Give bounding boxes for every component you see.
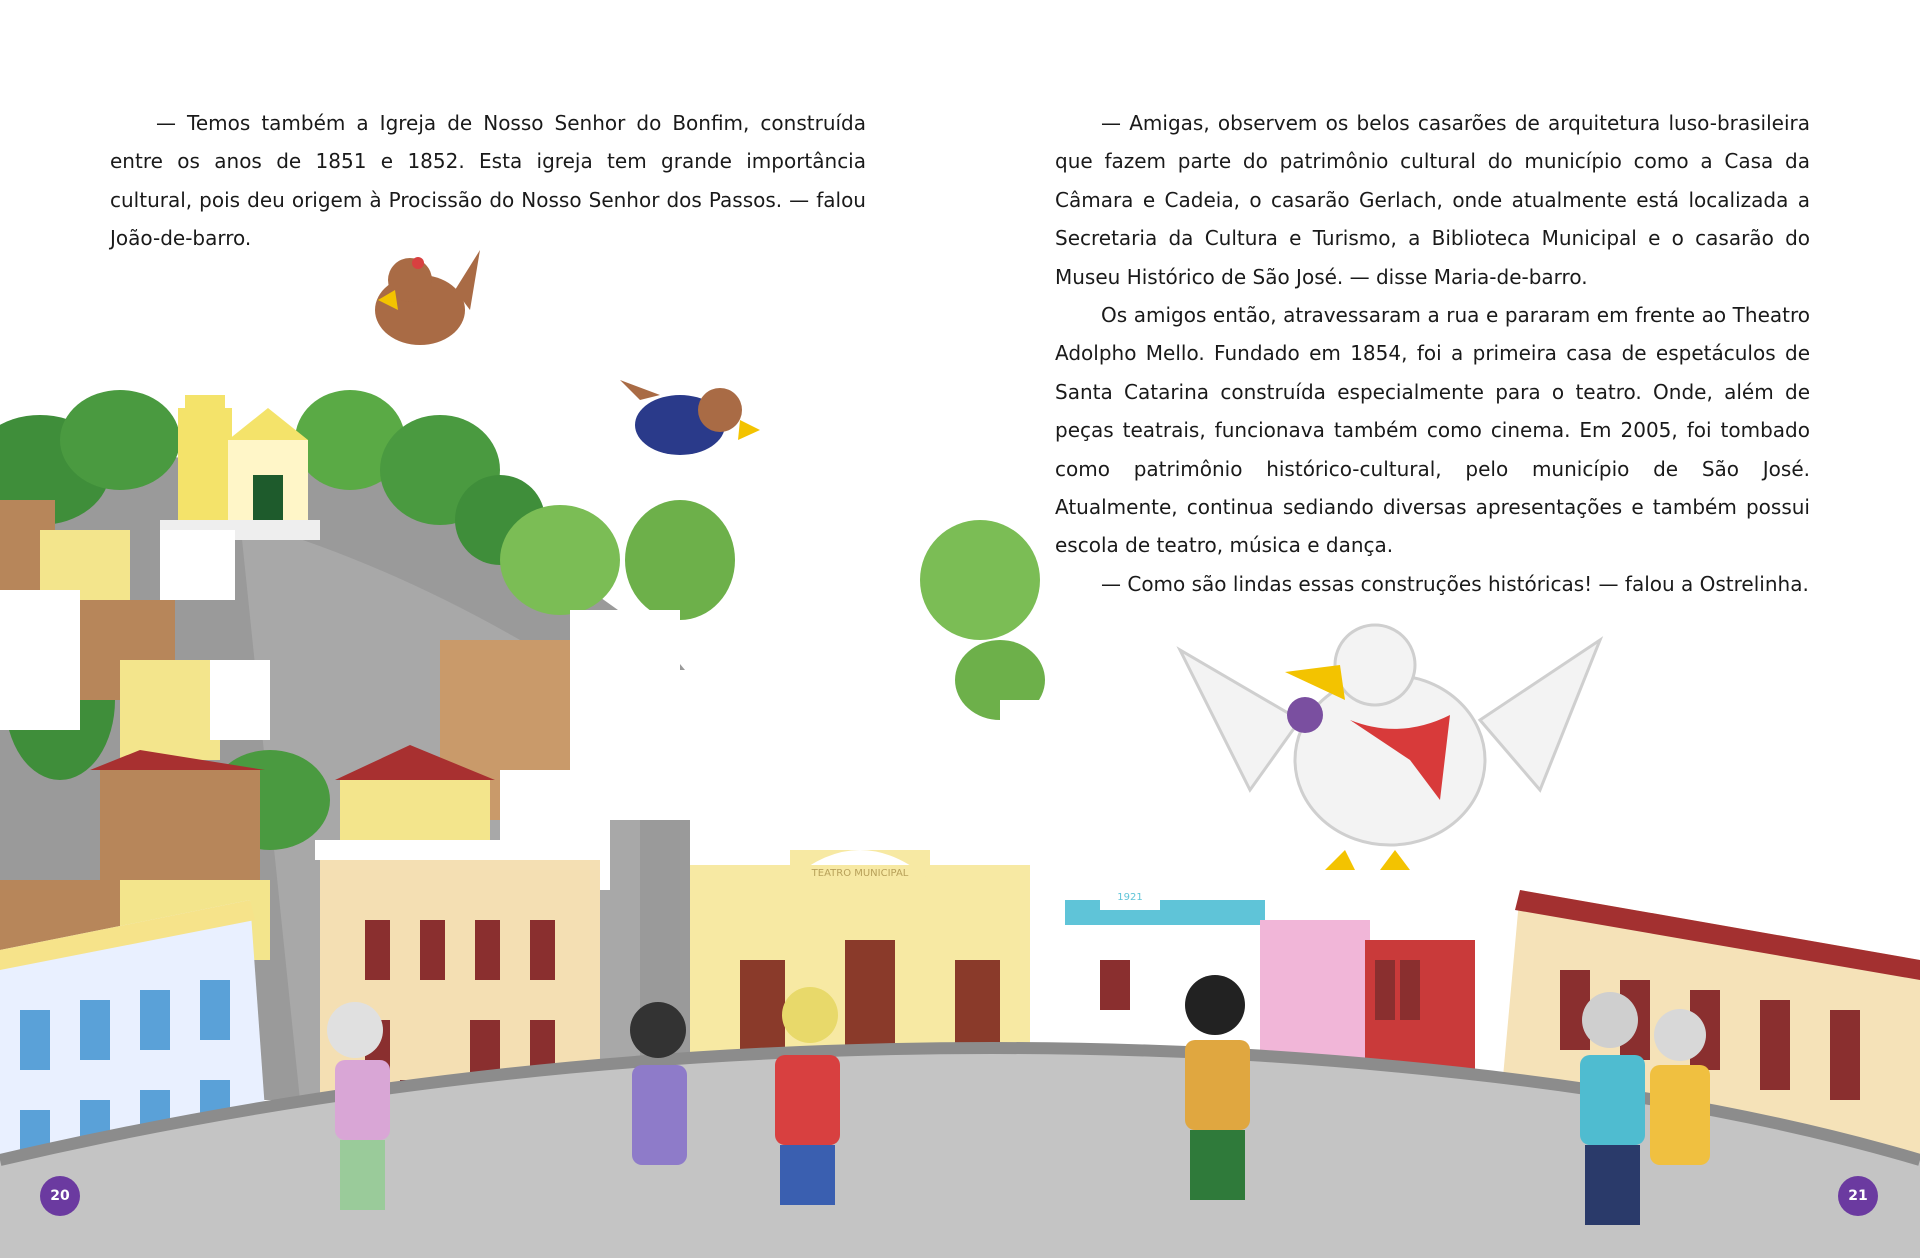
building-year: 1921 bbox=[1117, 892, 1143, 903]
right-paragraph-2: Os amigos então, atravessaram a rua e pararam em frente ao Theatro Adolpho Mello. Fundado em 1854, foi a primeira casa de espetáculos de Santa Catarina construída especialmente para o teatro. Onde, além de peças teatrais, funcionava também como cinema. Em 2005, foi tombado como patrimônio histórico-cultural, pelo município de São José. Atualmente, continua sediando diversas apresentações e também possui escola de teatro, música e dança. bbox=[1055, 303, 1810, 558]
page-number-left: 20 bbox=[40, 1176, 80, 1216]
bird-joao-de-barro bbox=[620, 380, 760, 455]
left-page-text bbox=[110, 104, 866, 258]
right-paragraph-3: — Como são lindas essas construções históricas! — falou a Ostrelinha. bbox=[1101, 571, 1809, 596]
church bbox=[160, 395, 320, 540]
right-paragraph-1: — Amigas, observem os belos casarões de arquitetura luso-brasileira que fazem parte do patrimônio cultural do município como a Casa da Câmara e Cadeia, o casarão Gerlach, onde atualmente está localizada a Secretaria da Cultura e Turismo, a Biblioteca Municipal e o casarão do Museu Histórico de São José. — disse Maria-de-barro. bbox=[1055, 111, 1810, 289]
bird-ostrelinha bbox=[1180, 625, 1600, 870]
theater bbox=[690, 840, 1030, 1070]
page-number-right: 21 bbox=[1838, 1176, 1878, 1216]
left-paragraph-1: — Temos também a Igreja de Nosso Senhor do Bonfim, construída entre os anos de 1851 e 1852. Esta igreja tem grande importância cultural, pois deu origem à Procissão do Nosso Senhor dos Passos. — falou João-de-barro. bbox=[110, 111, 866, 251]
theater-sign: TEATRO MUNICIPAL bbox=[811, 868, 909, 879]
right-page-text bbox=[1055, 104, 1810, 603]
bird-maria-de-barro bbox=[375, 250, 480, 345]
